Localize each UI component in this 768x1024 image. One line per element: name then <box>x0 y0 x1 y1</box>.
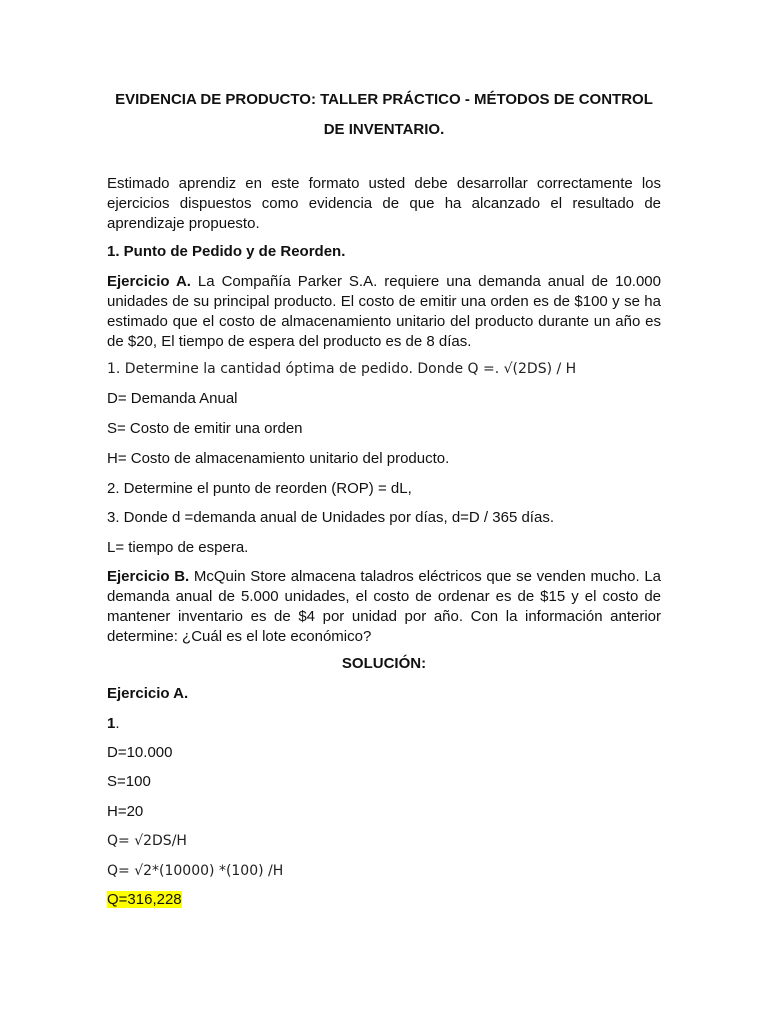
ejercicio-a-text: La Compañía Parker S.A. requiere una demanda anual de 10.000 unidades de su principal producto. El costo de emitir una orden es de $100 y se ha estimado que el costo de almacenamiento unitario del producto durante un año es de $20, El tiempo de espera del producto es de 8 días. <box>107 273 661 350</box>
solution-item-number <box>107 714 661 734</box>
document-title-line1: EVIDENCIA DE PRODUCTO: TALLER PRÁCTICO - MÉTODOS DE CONTROL <box>115 91 653 108</box>
intro-paragraph: Estimado aprendiz en este formato usted debe desarrollar correctamente los ejercicios dispuestos como evidencia de que ha alcanzado el resultado de aprendizaje propuesto. <box>107 175 661 232</box>
solution-result-highlight: Q=316,228 <box>107 891 182 908</box>
solution-number-dot: . <box>115 715 120 732</box>
definition-s: S= Costo de emitir una orden <box>107 420 303 437</box>
solution-ejercicio-a-heading: Ejercicio A. <box>107 685 189 702</box>
solution-h: H=20 <box>107 803 144 820</box>
definition-l: L= tiempo de espera. <box>107 539 249 556</box>
document-title-line2: DE INVENTARIO. <box>323 121 445 138</box>
question-1: 1. Determine la cantidad óptima de pedido. Donde Q =. √(2DS) / H <box>107 361 577 377</box>
solution-formula-substituted: Q= √2*(10000) *(100) /H <box>107 863 284 879</box>
question-2: 2. Determine el punto de reorden (ROP) = dL, <box>107 480 412 497</box>
ejercicio-a-paragraph <box>107 272 661 352</box>
ejercicio-b-label: Ejercicio B. <box>107 568 190 585</box>
solucion-heading: SOLUCIÓN: <box>341 655 427 672</box>
ejercicio-b-text: McQuin Store almacena taladros eléctricos que se venden mucho. La demanda anual de 5.000 unidades, el costo de ordenar es de $15 y el costo de mantener inventario es de $4 por unidad por año. Con la información anterior determine: ¿Cuál es el lote económico? <box>107 568 662 645</box>
definition-d: D= Demanda Anual <box>107 390 238 407</box>
solution-formula: Q= √2DS/H <box>107 833 187 849</box>
section-1-heading: 1. Punto de Pedido y de Reorden. <box>107 243 346 260</box>
ejercicio-a-label: Ejercicio A. <box>107 273 191 290</box>
ejercicio-b-paragraph <box>107 567 661 647</box>
solution-number: 1 <box>107 715 116 732</box>
solution-result <box>107 890 182 910</box>
definition-h: H= Costo de almacenamiento unitario del producto. <box>107 450 450 467</box>
solution-s: S=100 <box>107 773 151 790</box>
question-3: 3. Donde d =demanda anual de Unidades por días, d=D / 365 días. <box>107 509 554 526</box>
solution-d: D=10.000 <box>107 744 173 761</box>
